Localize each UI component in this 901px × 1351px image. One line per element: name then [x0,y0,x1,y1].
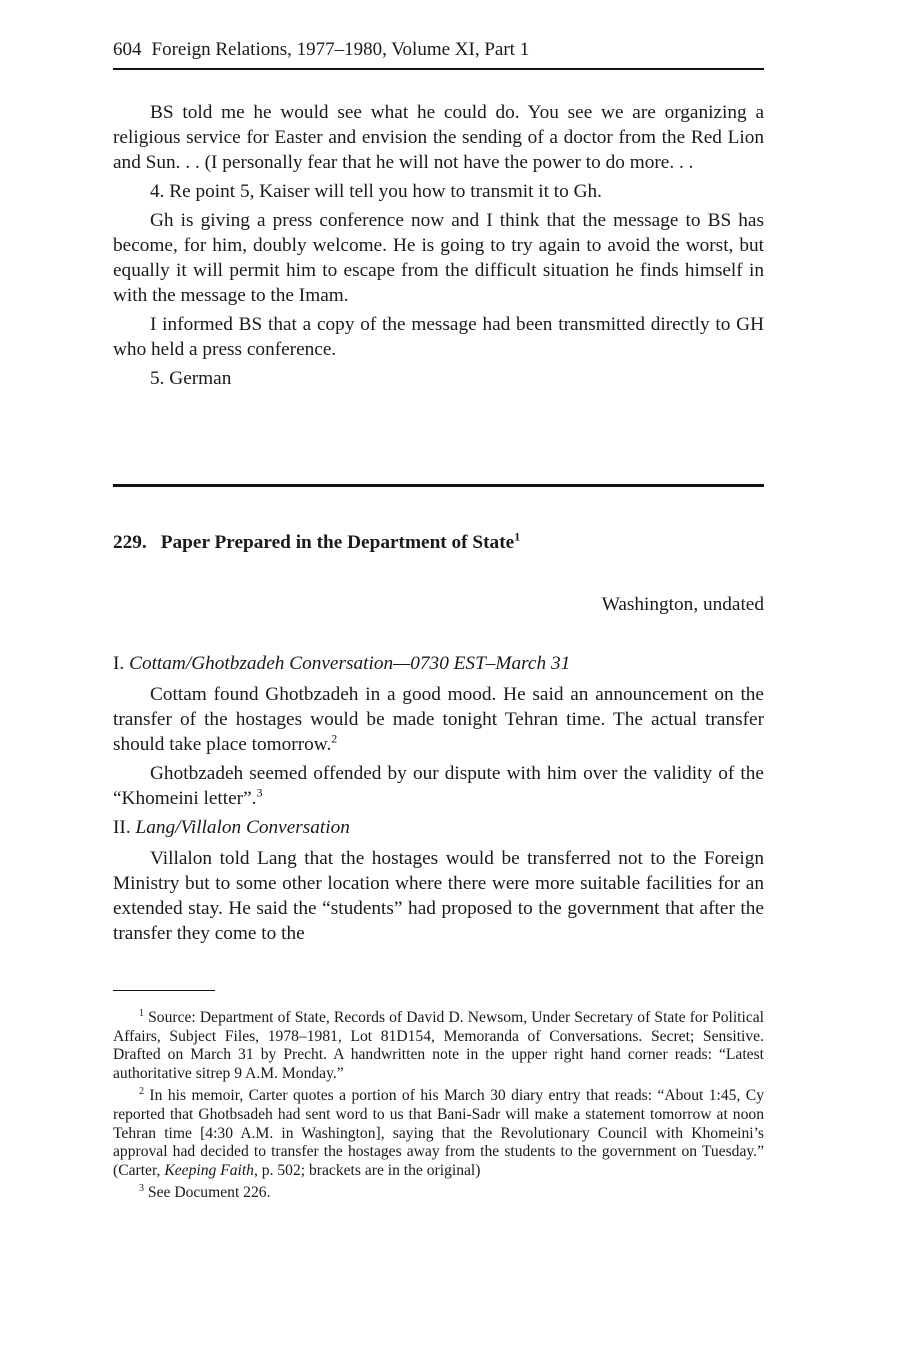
footnotes [113,1009,764,1207]
paragraph: I informed BS that a copy of the message had been transmitted directly to GH who held a press conference. [113,314,764,360]
footnote-ref: 1 [514,529,521,544]
footnote-mark: 1 [139,1007,144,1019]
footnote-ref: 2 [331,731,338,746]
paragraph: 4. Re point 5, Kaiser will tell you how to transmit it to Gh. [150,181,602,202]
paragraph: Villalon told Lang that the hostages would be transferred not to the Foreign Ministry but to some other location where there were more suitable facilities for an extended stay. He said the “students” had proposed to the government that after the transfer they come to the [113,848,764,944]
paragraph: BS told me he would see what he could do. You see we are organizing a religious service for Easter and envision the sending of a doctor from the Red Lion and Sun. . . (I personally fear that he will not have the power to do more. . . [113,102,764,173]
footnote-rule [113,990,215,991]
document-separator-rule [113,484,764,487]
footnote [113,1009,764,1083]
document-title: Paper Prepared in the Department of State [160,532,515,553]
paragraph: Gh is giving a press conference now and I think that the message to BS has become, for him, doubly welcome. He is going to try again to avoid the worst, but equally it will permit him to escape from the difficult situation he finds himself in with the message to the Imam. [113,210,764,306]
section-title: Cottam/Ghotbzadeh Conversation—0730 EST–March 31 [129,653,571,674]
paragraph: 5. German [150,368,232,389]
section-heading [113,815,764,840]
footnote-text: , p. 502; brackets are in the original) [253,1161,481,1179]
running-head [113,38,764,62]
footnote-ref: 3 [256,785,263,800]
footnote-text: Source: Department of State, Records of David D. Newsom, Under Secretary of State for Political Affairs, Subject Files, 1978–1981, Lot 81D154, Memoranda of Conversations. Secret; Sensitive. Drafted on March 31 by Precht. A handwritten note in the upper right hand corner reads: “Latest authoritative sitrep 9 A.M. Monday.” [113,1009,764,1082]
header-rule [113,68,764,70]
section-numeral: II. [113,817,131,838]
footnote [113,1184,764,1203]
paragraph-text: Cottam found Ghotbzadeh in a good mood. He said an announcement on the transfer of the hostages would be made tonight Tehran time. The actual transfer should take place tomorrow. [113,684,764,755]
document-body [113,651,764,950]
page-number: 604 [113,39,142,60]
book-title: Keeping Faith [164,1161,254,1179]
document-heading [113,530,764,555]
continued-text [113,100,764,395]
section-numeral: I. [113,653,125,674]
section-heading [113,651,764,676]
paragraph-text: Ghotbzadeh seemed offended by our dispute with him over the validity of the “Khomeini letter”. [113,763,764,809]
paragraph [113,682,764,757]
document-number: 229. [113,532,147,553]
paragraph [113,761,764,811]
dateline: Washington, undated [601,594,764,615]
footnote-mark: 2 [139,1086,144,1098]
footnote-mark: 3 [139,1183,144,1195]
footnote-text: See Document 226. [147,1184,271,1202]
footnote [113,1087,764,1180]
footnote-text: In his memoir, Carter quotes a portion of his March 30 diary entry that reads: “About 1:45, Cy reported that Ghotbsadeh had sent word to us that Bani-Sadr will make a statement tomorrow at noon Tehran time [4:30 A.M. in Washington], saying that the Revolutionary Council with Khomeini’s approval had decided to transfer the hostages away from the students to the government on Tuesday.” (Carter, [113,1087,764,1179]
running-head-title: Foreign Relations, 1977–1980, Volume XI, Part 1 [151,39,530,60]
section-title: Lang/Villalon Conversation [135,817,350,838]
